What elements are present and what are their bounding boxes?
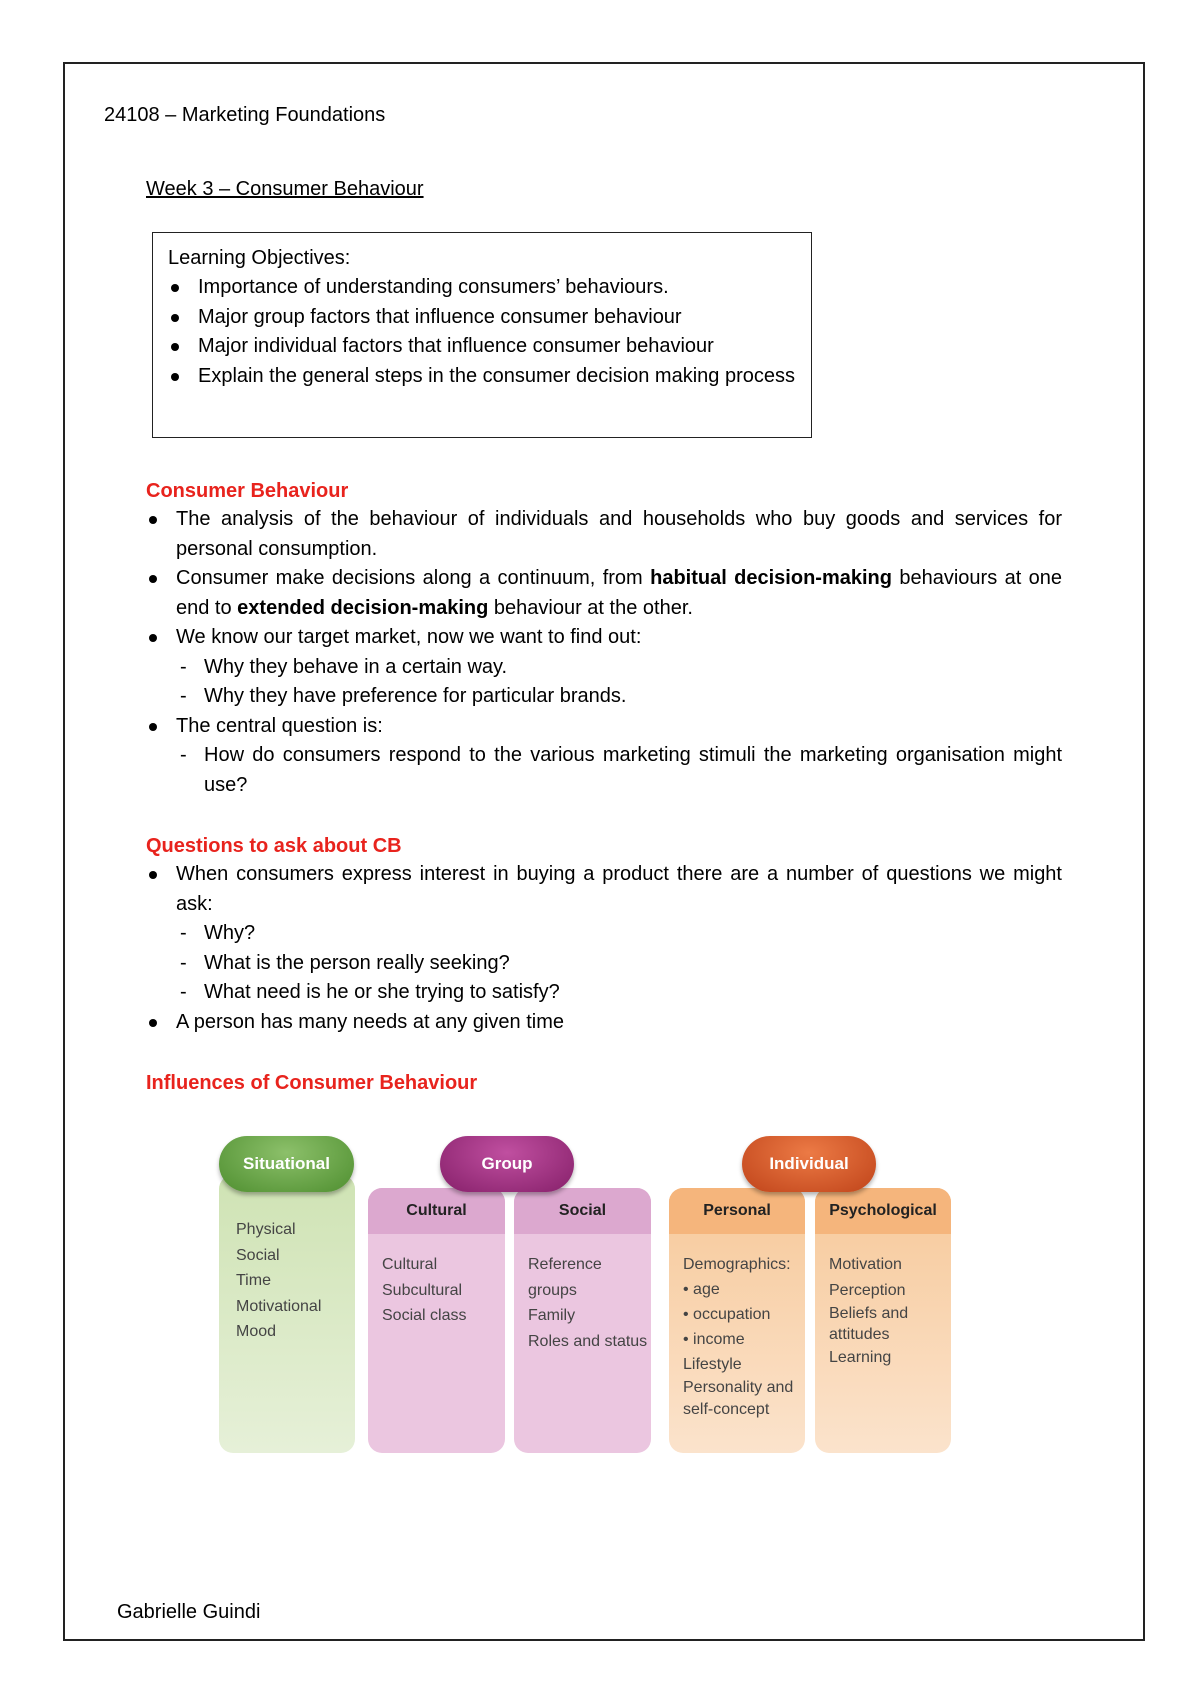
habitual-term: habitual decision-making <box>650 567 892 589</box>
cb-bullet-2 <box>146 564 1062 623</box>
course-title: 24108 – Marketing Foundations <box>104 104 386 126</box>
personal-item: • income <box>683 1331 745 1348</box>
cb-bullet-2-text: behaviour at the other. <box>488 596 693 619</box>
questions-heading: Questions to ask about CB <box>146 835 402 857</box>
social-item: Family <box>528 1307 576 1324</box>
psychological-item: Beliefs and attitudes <box>829 1305 909 1343</box>
cb-sub-item: - Why they have preference for particular brands. <box>146 682 1062 712</box>
cb-sub-item: - How do consumers respond to the various marketing stimuli the marketing organisation might use? <box>146 741 1062 800</box>
psychological-list <box>829 1252 951 1371</box>
cb-bullet-4: The central question is: <box>146 712 1062 742</box>
cb-sub-item: - Why they behave in a certain way. <box>146 653 1062 683</box>
consumer-behaviour-heading: Consumer Behaviour <box>146 480 349 502</box>
questions-list <box>146 860 1062 1037</box>
situational-list <box>236 1217 356 1345</box>
objective-item: Major group factors that influence consumer behaviour <box>168 303 798 333</box>
influences-heading: Influences of Consumer Behaviour <box>146 1072 478 1094</box>
situational-item: Physical <box>236 1221 296 1238</box>
questions-bullet-2: A person has many needs at any given time <box>146 1008 1062 1038</box>
cultural-item: Cultural <box>382 1256 438 1273</box>
week-title: Week 3 – Consumer Behaviour <box>146 178 424 200</box>
cultural-header: Cultural <box>368 1188 505 1234</box>
objective-item: Major individual factors that influence consumer behaviour <box>168 332 798 362</box>
situational-item: Time <box>236 1272 271 1289</box>
objective-item: Explain the general steps in the consumer decision making process <box>168 362 798 392</box>
learning-objectives-list <box>168 273 798 391</box>
cultural-list <box>382 1252 504 1329</box>
social-item: Reference groups <box>528 1256 602 1299</box>
situational-item: Social <box>236 1246 280 1264</box>
cultural-item: Social class <box>382 1307 467 1324</box>
individual-pill: Individual <box>742 1136 876 1192</box>
objective-item: Importance of understanding consumers’ behaviours. <box>168 273 798 303</box>
personal-item: Lifestyle <box>683 1356 742 1373</box>
situational-item: Motivational <box>236 1297 322 1315</box>
personal-header: Personal <box>669 1188 805 1234</box>
situational-item: Mood <box>236 1323 277 1340</box>
personal-item: • occupation <box>683 1306 771 1323</box>
cb-bullet-1: The analysis of the behaviour of individuals and households who buy goods and services for personal consumption. <box>146 505 1062 564</box>
learning-objectives-title: Learning Objectives: <box>168 247 351 269</box>
extended-term: extended decision-making <box>237 596 489 619</box>
personal-item: Demographics: <box>683 1256 791 1273</box>
questions-sub-item: - What is the person really seeking? <box>146 949 1062 979</box>
cb-bullet-2-text: behaviours at one end to <box>176 567 1063 619</box>
social-item: Roles and status <box>528 1332 648 1350</box>
questions-sub-item: - What need is he or she trying to satisfy? <box>146 978 1062 1008</box>
cultural-item: Subcultural <box>382 1281 463 1299</box>
consumer-behaviour-list <box>146 505 1062 800</box>
psychological-item: Perception <box>829 1281 906 1299</box>
social-list <box>528 1252 652 1354</box>
psychological-header: Psychological <box>815 1188 951 1234</box>
psychological-item: Motivation <box>829 1256 902 1273</box>
author-name: Gabrielle Guindi <box>117 1601 261 1623</box>
cb-bullet-3: We know our target market, now we want to find out: <box>146 623 1062 653</box>
questions-sub-item: - Why? <box>146 919 1062 949</box>
situational-pill: Situational <box>219 1136 354 1192</box>
questions-bullet-1: When consumers express interest in buying a product there are a number of questions we might ask: <box>146 860 1062 919</box>
cb-bullet-2-text: Consumer make decisions along a continuum, from <box>176 567 651 589</box>
personal-item: Personality and self-concept <box>683 1379 794 1418</box>
group-pill: Group <box>440 1136 574 1192</box>
social-header: Social <box>514 1188 651 1234</box>
psychological-item: Learning <box>829 1349 892 1366</box>
personal-item: • age <box>683 1281 720 1298</box>
personal-list <box>683 1252 805 1421</box>
